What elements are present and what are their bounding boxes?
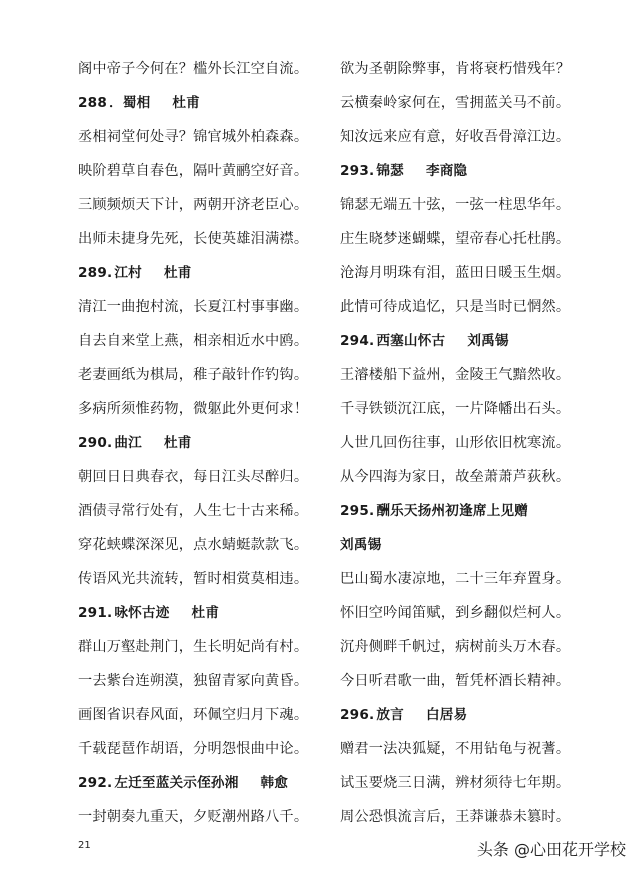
- verse-line: 出师未捷身先死，长使英雄泪满襟。: [78, 231, 309, 247]
- right-column: [340, 52, 585, 834]
- watermark: 头条 @心田花开学校: [476, 840, 626, 859]
- verse-line: 千载琵琶作胡语，分明怨恨曲中论。: [78, 741, 309, 757]
- left-column: [78, 52, 323, 834]
- verse-line: 一去紫台连朔漠，独留青冢向黄昏。: [78, 673, 309, 689]
- verse-line: 今日听君歌一曲，暂凭杯酒长精神。: [340, 673, 571, 689]
- poem-title-line: [78, 596, 323, 630]
- verse-line: 阁中帝子今何在？槛外长江空自流。: [78, 61, 309, 77]
- poem-title-line: [78, 256, 323, 290]
- verse-line: 巴山蜀水凄凉地，二十三年弃置身。: [340, 571, 571, 587]
- verse-line: 沉舟侧畔千帆过，病树前头万木春。: [340, 639, 571, 655]
- poem-title: 酬乐天扬州初逢席上见赠: [376, 503, 529, 519]
- verse-line: 王濬楼船下益州，金陵王气黯然收。: [340, 367, 571, 383]
- poem-number: 292.: [78, 775, 113, 791]
- poem-title-line: [340, 324, 585, 358]
- poem-number: 294.: [340, 333, 375, 349]
- verse-line: 沧海月明珠有泪，蓝田日暖玉生烟。: [340, 265, 571, 281]
- verse-line: 老妻画纸为棋局，稚子敲针作钓钩。: [78, 367, 309, 383]
- poem-number: 289.: [78, 265, 113, 281]
- poem-title: 西塞山怀古: [376, 333, 446, 349]
- verse-line: 知汝远来应有意，好收吾骨漳江边。: [340, 129, 571, 145]
- verse-line: 多病所须惟药物，微躯此外更何求！: [78, 401, 309, 417]
- verse-line: 此情可待成追忆，只是当时已惘然。: [340, 299, 571, 315]
- poem-number: 290.: [78, 435, 113, 451]
- poem-title: 放言: [376, 707, 404, 723]
- poem-author: 李商隐: [425, 163, 468, 179]
- poem-title: ．蜀相: [108, 95, 151, 111]
- verse-line: 周公恐惧流言后，王莽谦恭未篡时。: [340, 809, 571, 825]
- verse-line: 酒债寻常行处有，人生七十古来稀。: [78, 503, 309, 519]
- poem-title: 咏怀古迹: [114, 605, 170, 621]
- verse-line: 一封朝奏九重天，夕贬潮州路八千。: [78, 809, 309, 825]
- poem-title: 江村: [114, 265, 142, 281]
- poem-number: 296.: [340, 707, 375, 723]
- poem-number: 295.: [340, 503, 375, 519]
- poem-title-line: [340, 494, 585, 528]
- poem-title-line: [78, 426, 323, 460]
- verse-line: 从今四海为家日，故垒萧萧芦荻秋。: [340, 469, 571, 485]
- poem-title-line: [340, 154, 585, 188]
- verse-line: 赠君一法决狐疑，不用钻龟与祝蓍。: [340, 741, 571, 757]
- poem-author-line: 刘禹锡: [340, 537, 382, 553]
- poem-author: 杜甫: [163, 265, 192, 281]
- poem-title: 曲江: [114, 435, 142, 451]
- verse-line: 清江一曲抱村流，长夏江村事事幽。: [78, 299, 309, 315]
- poem-number: 291.: [78, 605, 113, 621]
- verse-line: 千寻铁锁沉江底，一片降幡出石头。: [340, 401, 571, 417]
- verse-line: 怀旧空吟闻笛赋，到乡翻似烂柯人。: [340, 605, 571, 621]
- verse-line: 试玉要烧三日满，辨材须待七年期。: [340, 775, 571, 791]
- verse-line: 穿花蛱蝶深深见，点水蜻蜓款款飞。: [78, 537, 309, 553]
- poem-title-line: [78, 766, 323, 800]
- poem-author: 白居易: [425, 707, 468, 723]
- verse-line: 欲为圣朝除弊事，肯将衰朽惜残年？: [340, 61, 571, 77]
- verse-line: 自去自来堂上燕，相亲相近水中鸥。: [78, 333, 309, 349]
- poem-author: 杜甫: [163, 435, 192, 451]
- verse-line: 朝回日日典春衣，每日江头尽醉归。: [78, 469, 309, 485]
- poem-title: 锦瑟: [376, 163, 404, 179]
- verse-line: 云横秦岭家何在，雪拥蓝关马不前。: [340, 95, 571, 111]
- verse-line: 映阶碧草自春色，隔叶黄鹂空好音。: [78, 163, 309, 179]
- poem-title: 左迁至蓝关示侄孙湘: [114, 775, 239, 791]
- verse-line: 三顾频烦天下计，两朝开济老臣心。: [78, 197, 309, 213]
- poem-author: 刘禹锡: [467, 333, 509, 349]
- page-number: 21: [78, 840, 91, 851]
- poem-author: 韩愈: [260, 775, 289, 791]
- verse-line: 锦瑟无端五十弦，一弦一柱思华年。: [340, 197, 571, 213]
- poem-author: 杜甫: [172, 95, 200, 111]
- verse-line: 传语风光共流转，暂时相赏莫相违。: [78, 571, 309, 587]
- verse-line: 群山万壑赴荆门，生长明妃尚有村。: [78, 639, 309, 655]
- verse-line: 庄生晓梦迷蝴蝶，望帝春心托杜鹃。: [340, 231, 571, 247]
- poem-number: 293.: [340, 163, 375, 179]
- verse-line: 人世几回伤往事，山形依旧枕寒流。: [340, 435, 571, 451]
- poem-title-line: [340, 698, 585, 732]
- poem-author: 杜甫: [191, 605, 220, 621]
- verse-line: 画图省识春风面，环佩空归月下魂。: [78, 707, 309, 723]
- poem-number: 288: [78, 95, 107, 111]
- verse-line: 丞相祠堂何处寻？锦官城外柏森森。: [78, 129, 309, 145]
- poem-title-line: [78, 86, 323, 120]
